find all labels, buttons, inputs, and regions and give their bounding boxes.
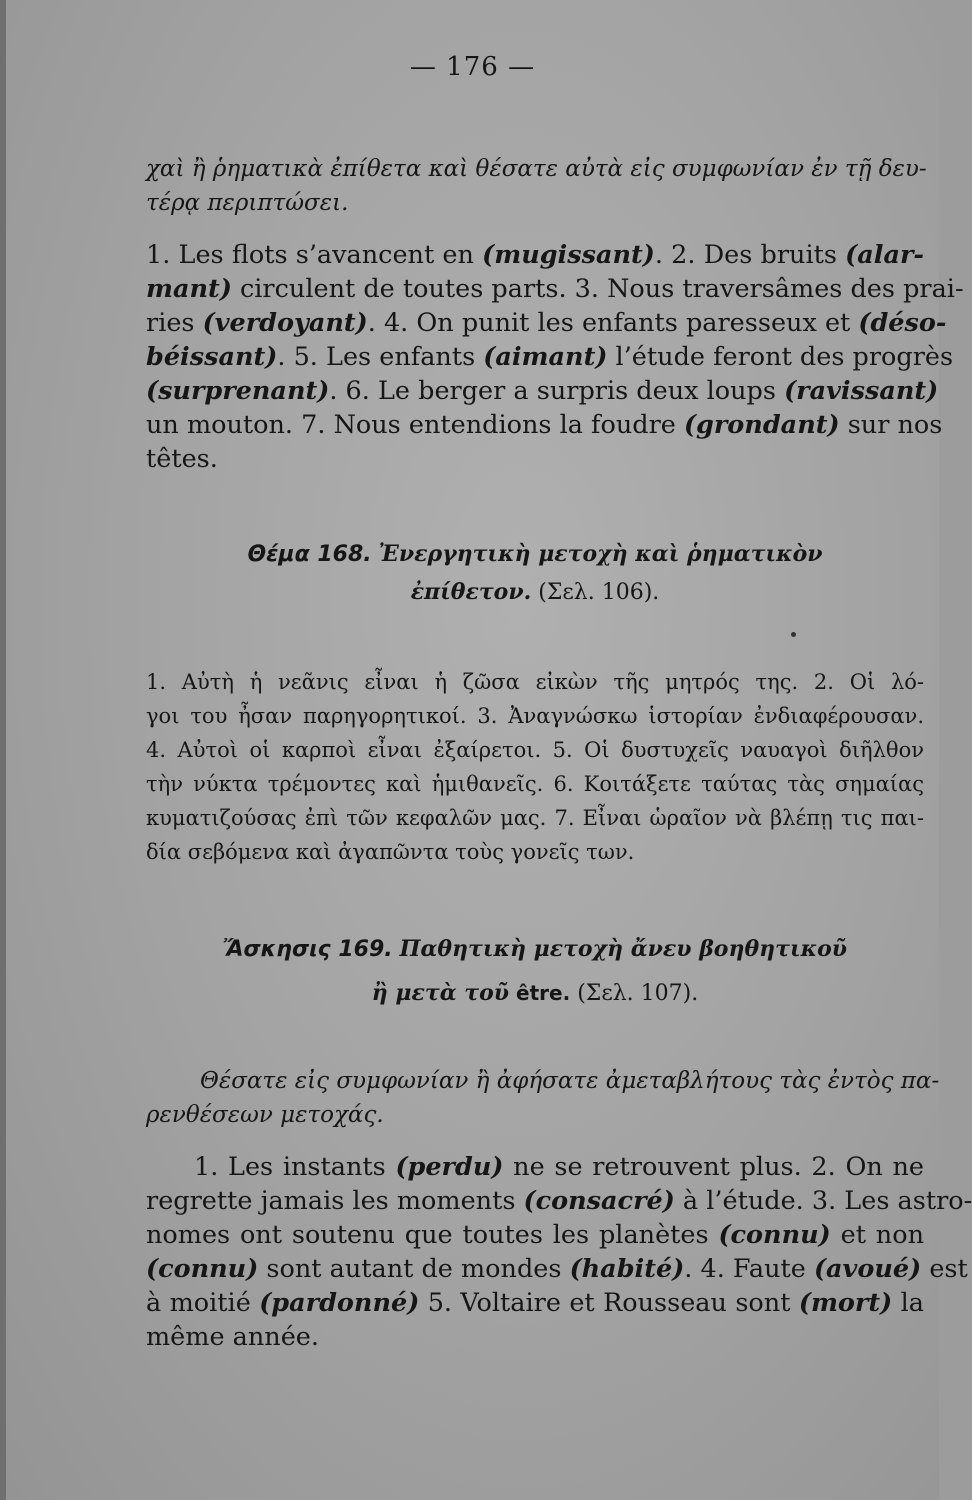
text-run: 5. Voltaire et Rousseau sont [419,1288,799,1318]
page-reference: (Σελ. 107). [577,981,699,1006]
text-line [146,272,964,306]
text-line [146,1252,968,1286]
section-label: Θέμα 168. [247,542,372,567]
text-run: est [921,1254,968,1284]
text-line: δία σεβόμενα καὶ ἀγαπῶντα τοὺς γονεῖς των. [146,840,635,864]
text-run: 1. Les instants [194,1152,396,1182]
participle-hint: (connu) [146,1254,259,1284]
text-run: . 6. Le berger a surpris deux loups [329,376,785,406]
exercise-168-sentences [146,665,924,869]
participle-hint: (verdoyant) [202,308,368,338]
text-line [146,374,939,408]
participle-hint: (perdu) [395,1152,504,1182]
participle-hint: (alar- [845,240,924,270]
text-run: ne se retrouvent plus. 2. On ne [503,1152,924,1182]
text-line [146,340,954,374]
exercise-167-instruction [146,152,927,220]
participle-hint: (avoué) [813,1254,922,1284]
print-speck [791,632,796,637]
participle-hint: (surprenant) [146,376,330,406]
participle-hint: (grondant) [683,410,840,440]
text-line [146,442,924,476]
text-run: un mouton. 7. Nous entendions la foudre [146,410,684,440]
text-run: à moitié [146,1288,260,1318]
participle-hint: (consacré) [523,1186,675,1216]
participle-hint: (mugissant) [482,240,655,270]
participle-hint: (aimant) [483,342,608,372]
instruction-line-2: ρενθέσεων μετοχάς. [146,1102,384,1128]
section-title: Παθητικὴ μετοχὴ ἄνευ βοηθητικοῦ [399,936,848,962]
text-line: γοι του ἦσαν παρηγορητικοί. 3. Ἀναγνώσκω ἱστορίαν ἐνδιαφέρουσαν. [146,704,924,728]
page-reference: (Σελ. 106). [538,580,660,605]
section-title-cont: ἢ μετὰ τοῦ [371,980,510,1006]
participle-hint: (pardonné) [259,1288,420,1318]
participle-hint: béissant) [146,342,278,372]
text-line [146,306,947,340]
heading-line-2 [146,974,924,1012]
text-run: nomes ont soutenu que toutes les planètes [146,1220,719,1250]
exercise-169-sentences [146,1150,972,1354]
text-run: têtes. [146,444,218,474]
text-line [146,1320,924,1354]
section-title-cont: ἐπίθετον. [410,579,532,605]
section-label: Ἄσκησις 169. [222,937,393,962]
exercise-167-sentences [146,238,964,476]
text-run: à l’étude. 3. Les astro- [674,1186,972,1216]
text-run: sont autant de mondes [258,1254,570,1284]
text-line [146,238,924,272]
heading-line-2 [146,573,924,611]
section-title: Ἐνεργητικὴ μετοχὴ καὶ ῥηματικὸν [378,541,823,567]
text-run: . 4. On punit les enfants paresseux et [367,308,859,338]
text-line [146,408,943,442]
text-line [146,1150,924,1184]
participle-hint: (déso- [858,308,947,338]
text-line: 4. Αὐτοὶ οἱ καρποὶ εἶναι ἐξαίρετοι. 5. Οἱ δυστυχεῖς ναυαγοὶ διῆλθον [146,738,924,762]
text-run: ries [146,308,203,338]
text-line: κυματιζούσας ἐπὶ τῶν κεφαλῶν μας. 7. Εἶναι ὡραῖον νὰ βλέπῃ τις παι- [146,806,924,830]
text-run: . 4. Faute [684,1254,814,1284]
participle-hint: mant) [146,274,232,304]
text-run: . 2. Des bruits [654,240,846,270]
text-line [146,1286,924,1320]
text-run: l’étude feront des progrès [607,342,954,372]
participle-hint: (connu) [718,1220,831,1250]
text-run: la [892,1288,924,1318]
text-run: regrette jamais les moments [146,1186,524,1216]
text-run: 1. Les flots s’avancent en [146,240,483,270]
instruction-line-1: χαὶ ἢ ῥηματικὰ ἐπίθετα καὶ θέσατε αὐτὰ εἰς συμφωνίαν ἐν τῇ δευ- [146,156,927,182]
text-line: 1. Αὐτὴ ἡ νεᾶνις εἶναι ἡ ζῶσα εἰκὼν τῆς μητρός της. 2. Οἱ λό- [146,670,924,694]
page-number: — 176 — [409,52,536,82]
heading-line-1 [146,930,924,968]
participle-hint: (mort) [798,1288,893,1318]
text-run: et non [830,1220,925,1250]
exercise-169-heading [146,930,924,1012]
text-line [146,1218,924,1252]
participle-hint: (ravissant) [784,376,939,406]
instruction-line-2: τέρᾳ περιπτώσει. [146,190,349,216]
text-run: circulent de toutes parts. 3. Nous traversâmes des prai- [231,274,964,304]
text-run: sur nos [839,410,943,440]
text-line [146,1184,972,1218]
text-line: τὴν νύκτα τρέμοντες καὶ ἡμιθανεῖς. 6. Κοιτάξετε ταύτας τὰς σημαίας [146,772,924,796]
heading-line-1 [146,535,924,573]
text-run: même année. [146,1322,319,1352]
exercise-169-instruction [146,1064,940,1132]
instruction-line-1: Θέσατε εἰς συμφωνίαν ἢ ἀφήσατε ἀμεταβλήτους τὰς ἐντὸς πα- [200,1068,940,1094]
text-run: . 5. Les enfants [277,342,484,372]
participle-hint: (habité) [569,1254,685,1284]
french-verb: être. [516,981,571,1005]
theme-168-heading [146,535,924,611]
